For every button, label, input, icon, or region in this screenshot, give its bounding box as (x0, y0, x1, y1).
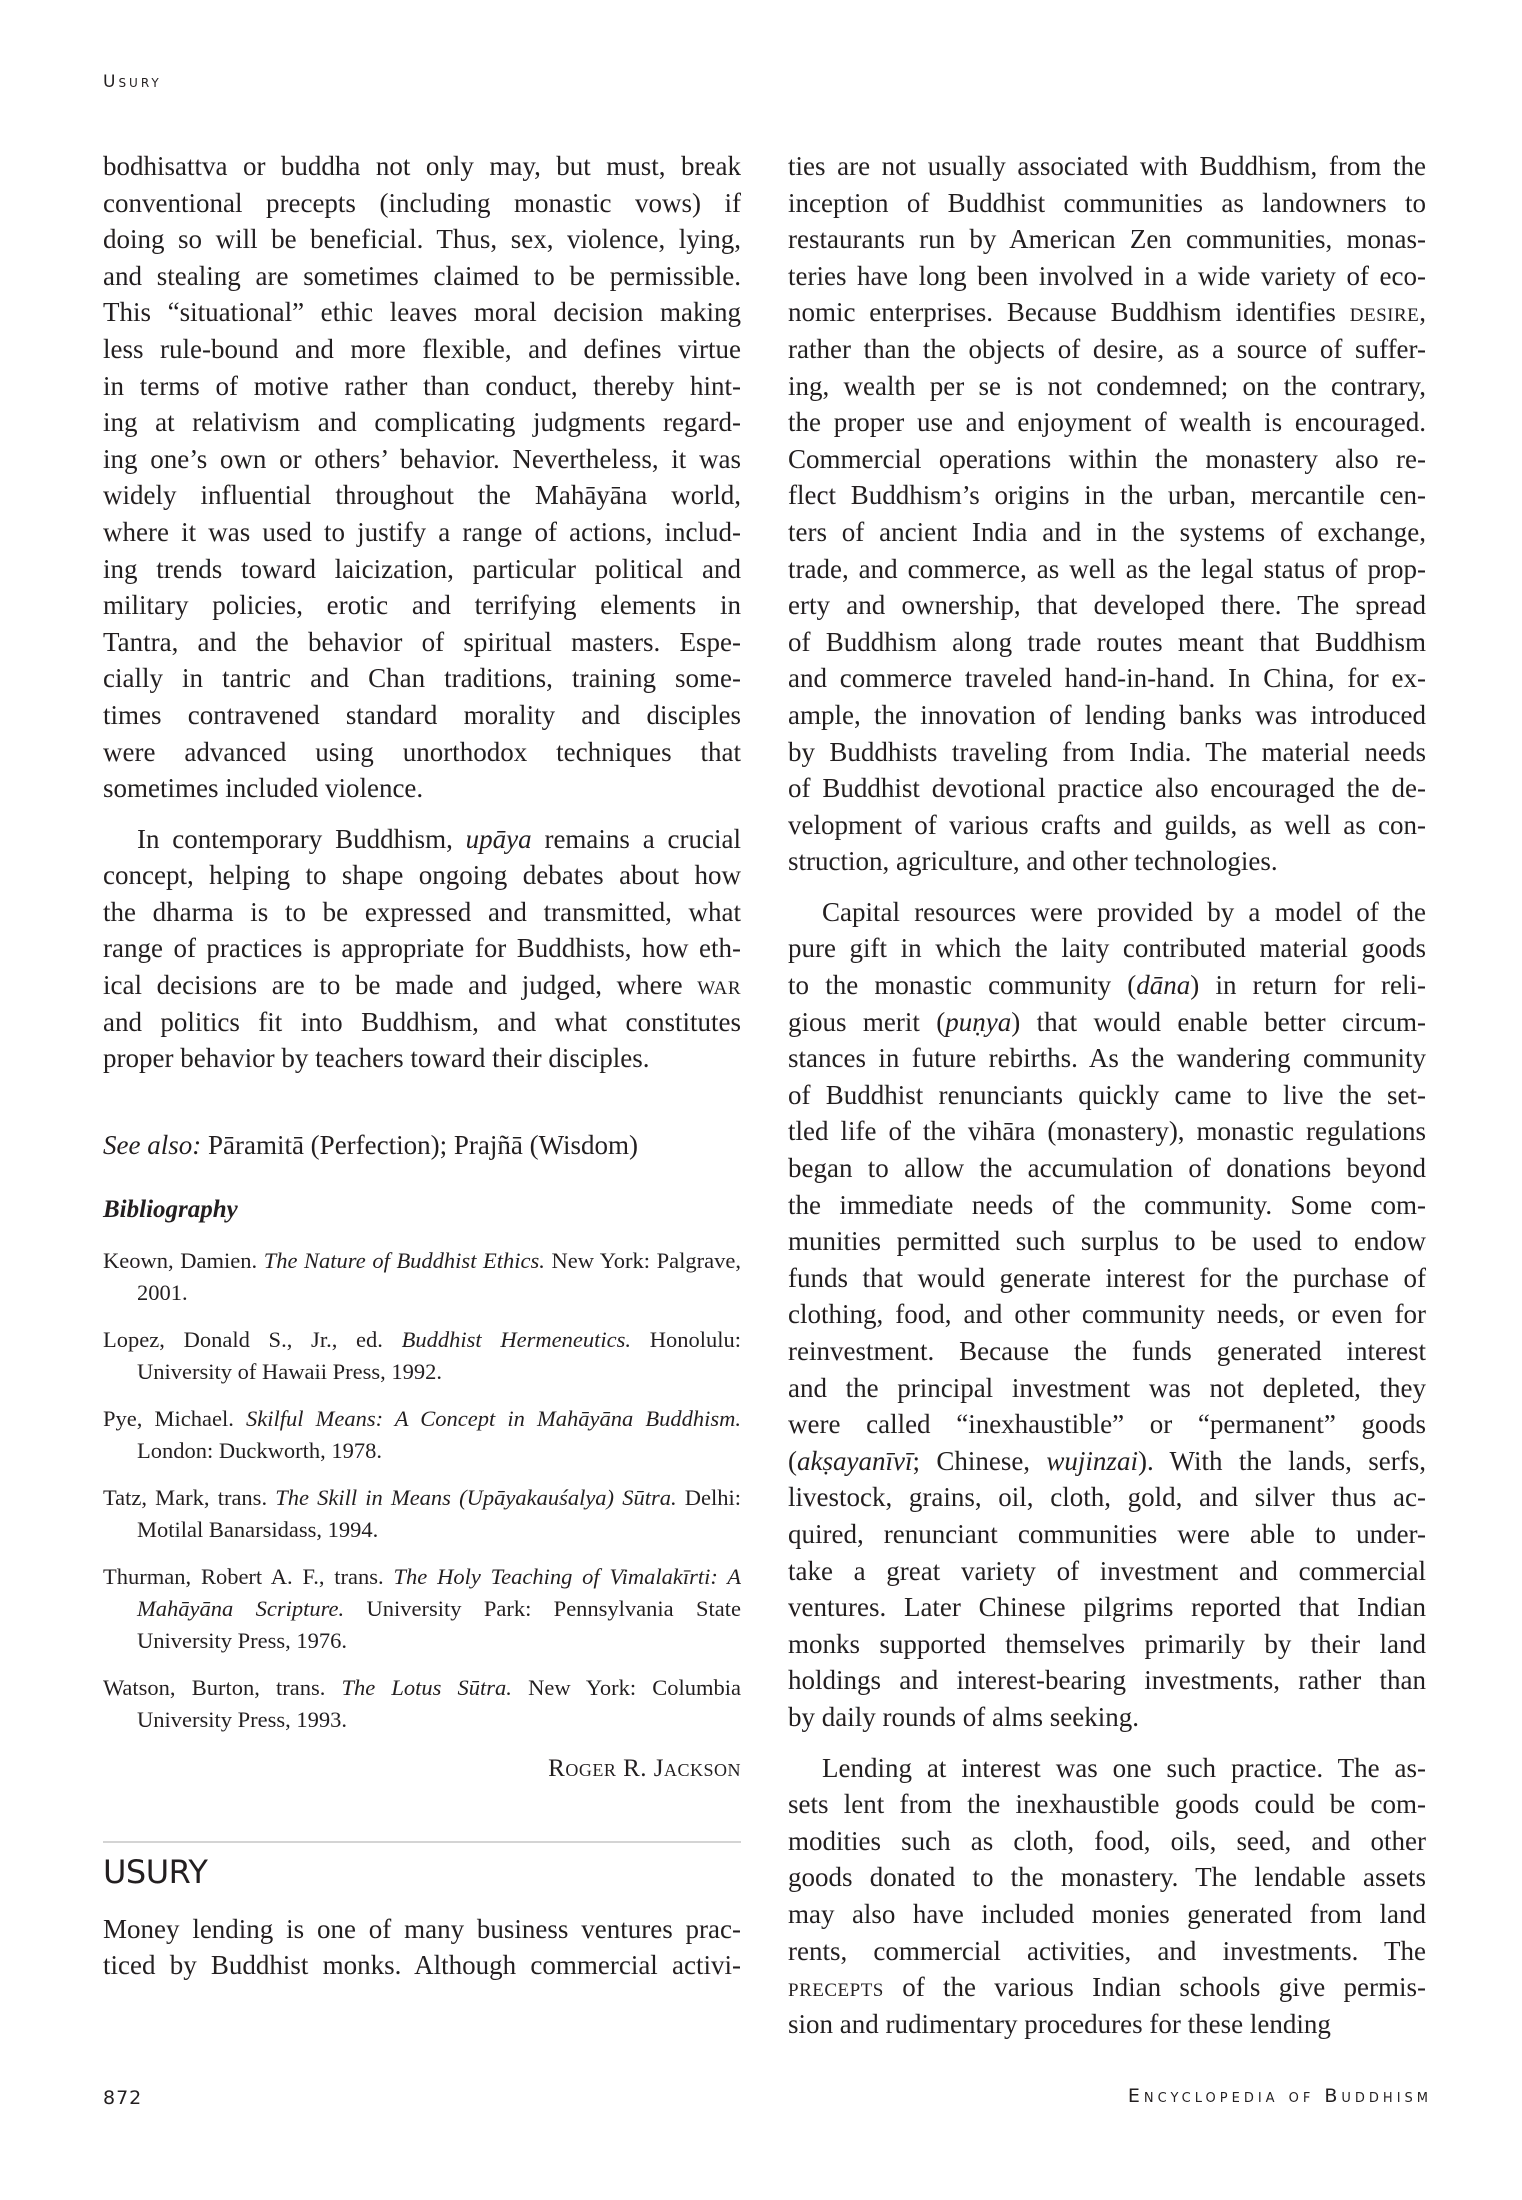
text-run: may also have included monies generated from land (788, 1898, 1426, 1929)
text-line (103, 148, 741, 185)
text-run: Money lending is one of many business ventures prac- (103, 1913, 741, 1944)
bib-title: Skilful Means: A Concept in Mahāyāna Buddhism. (245, 1405, 741, 1431)
cross-reference[interactable]: war (697, 970, 741, 1001)
text-line (788, 1370, 1426, 1407)
text-run: velopment of various crafts and guilds, as well as con- (788, 809, 1426, 840)
text-line (103, 1040, 741, 1077)
bibliography-entry (103, 1245, 741, 1309)
text-run: the proper use and enjoyment of wealth is encouraged. (788, 407, 1426, 438)
text-line (788, 1479, 1426, 1516)
text-line (788, 1113, 1426, 1150)
text-run: goods donated to the monastery. The lendable assets (788, 1862, 1426, 1893)
text-run: the immediate needs of the community. Some com- (788, 1189, 1426, 1220)
paragraph (103, 821, 741, 1077)
text-line (788, 1969, 1426, 2006)
bib-title: The Skill in Means (Upāyakauśalya) Sūtra. (275, 1484, 677, 1510)
text-line (788, 1040, 1426, 1077)
text-line (788, 1933, 1426, 1970)
text-run: , (1419, 297, 1426, 328)
bib-author: Tatz, Mark, trans. (103, 1484, 276, 1510)
text-line (103, 368, 741, 405)
text-line (103, 894, 741, 931)
text-line (103, 1004, 741, 1041)
text-run: and politics fit into Buddhism, and what constitutes (103, 1006, 741, 1037)
text-line (788, 587, 1426, 624)
text-run: sion and rudimentary procedures for these lending (788, 2008, 1331, 2039)
text-line (788, 1077, 1426, 1114)
bibliography-entry (103, 1672, 741, 1736)
text-run: where it was used to justify a range of actions, includ- (103, 516, 741, 547)
text-run: conventional precepts (including monastic vows) if (103, 187, 741, 218)
text-run: dāna (1136, 970, 1191, 1001)
publication-title: Encyclopedia of Buddhism (1127, 2085, 1432, 2107)
text-run: ample, the innovation of lending banks was introduced (788, 699, 1426, 730)
text-line (788, 894, 1426, 931)
text-line (788, 697, 1426, 734)
text-run: Lending at interest was one such practice. The as- (822, 1752, 1426, 1783)
bibliography-list (103, 1245, 741, 1736)
text-run: doing so will be beneficial. Thus, sex, violence, lying, (103, 224, 741, 255)
text-run: widely influential throughout the Mahāyāna world, (103, 480, 741, 511)
text-line (103, 514, 741, 551)
text-line (103, 734, 741, 771)
text-run: quired, renunciant communities were able to under- (788, 1518, 1426, 1549)
text-line (788, 1662, 1426, 1699)
text-line (103, 857, 741, 894)
paragraph (103, 1911, 741, 1984)
text-line (788, 1553, 1426, 1590)
author-signature: Roger R. Jackson (548, 1754, 741, 1782)
text-line (788, 1443, 1426, 1480)
text-run: inception of Buddhist communities as landowners to (788, 187, 1426, 218)
text-run: times contravened standard morality and disciples (103, 699, 741, 730)
text-line (788, 1589, 1426, 1626)
running-head: Usury (103, 72, 162, 92)
text-run: trade, and commerce, as well as the legal status of prop- (788, 553, 1426, 584)
text-run: struction, agriculture, and other technologies. (788, 846, 1278, 877)
bibliography-entry (103, 1561, 741, 1657)
text-run: proper behavior by teachers toward their disciples. (103, 1043, 650, 1074)
text-run: bodhisattva or buddha not only may, but must, break (103, 151, 741, 181)
text-run: by daily rounds of alms seeking. (788, 1701, 1139, 1732)
text-run: were advanced using unorthodox techniques that (103, 736, 741, 767)
text-line (103, 697, 741, 734)
paragraph (788, 894, 1426, 1736)
text-run: ing one’s own or others’ behavior. Nevertheless, it was (103, 443, 741, 474)
bib-title: The Nature of Buddhist Ethics. (263, 1247, 545, 1273)
text-run: holdings and interest-bearing investments, rather than (788, 1665, 1426, 1696)
text-line (788, 1223, 1426, 1260)
bib-author: Pye, Michael. (103, 1405, 246, 1431)
text-run: to the monastic community ( (788, 970, 1137, 1001)
text-line (103, 967, 741, 1004)
text-run: ing trends toward laicization, particular political and (103, 553, 741, 584)
page-number: 872 (103, 2087, 143, 2109)
see-also-label: See also: (103, 1129, 202, 1160)
bib-publisher: London: Duckworth, 1978. (137, 1437, 382, 1463)
text-line (788, 1004, 1426, 1041)
text-run: rather than the objects of desire, as a source of suffer- (788, 333, 1426, 364)
text-line (788, 624, 1426, 661)
text-run: ventures. Later Chinese pilgrims reported that Indian (788, 1592, 1426, 1623)
text-run: upāya (465, 823, 532, 854)
text-line (788, 1296, 1426, 1333)
text-line (788, 2006, 1426, 2043)
paragraph (103, 148, 741, 807)
text-run: livestock, grains, oil, cloth, gold, and silver thus ac- (788, 1482, 1426, 1513)
right-column (788, 148, 1426, 2042)
text-run: funds that would generate interest for the purchase of (788, 1262, 1426, 1293)
text-line (103, 477, 741, 514)
text-run: military policies, erotic and terrifying elements in (103, 590, 741, 621)
cross-reference[interactable]: precepts (788, 1972, 884, 2003)
text-line (103, 551, 741, 588)
text-run: in terms of motive rather than conduct, thereby hint- (103, 370, 741, 401)
text-line (103, 587, 741, 624)
text-run: ). With the lands, serfs, (1137, 1445, 1426, 1476)
text-run: less rule-bound and more flexible, and defines virtue (103, 333, 741, 364)
text-line (788, 967, 1426, 1004)
text-line (103, 660, 741, 697)
see-also-links[interactable]: Pāramitā (Perfection); Prajñā (Wisdom) (207, 1129, 638, 1160)
see-also (103, 1127, 741, 1163)
text-run: of Buddhist renunciants quickly came to live the set- (788, 1079, 1426, 1110)
text-line (788, 1896, 1426, 1933)
text-run: pure gift in which the laity contributed material goods (788, 933, 1426, 964)
text-line (788, 1626, 1426, 1663)
text-line (103, 404, 741, 441)
text-line (103, 294, 741, 331)
text-line (788, 551, 1426, 588)
text-run: range of practices is appropriate for Buddhists, how eth- (103, 933, 741, 964)
bib-author: Lopez, Donald S., Jr., ed. (103, 1326, 402, 1352)
text-run: the dharma is to be expressed and transmitted, what (103, 896, 741, 927)
text-line (788, 1406, 1426, 1443)
text-run: of the various Indian schools give permis- (883, 1972, 1426, 2003)
bibliography-heading: Bibliography (103, 1195, 238, 1223)
text-line (788, 1516, 1426, 1553)
text-line (788, 1786, 1426, 1823)
text-line (788, 148, 1426, 185)
text-line (103, 331, 741, 368)
text-run: were called “inexhaustible” or “permanent” goods (788, 1409, 1426, 1440)
text-line (103, 221, 741, 258)
text-line (788, 843, 1426, 880)
bib-publisher: Delhi: Motilal Banarsidass, 1994. (137, 1484, 741, 1542)
text-line (103, 441, 741, 478)
text-run: clothing, food, and other community needs, or even for (788, 1299, 1426, 1330)
text-line (788, 1260, 1426, 1297)
text-run: sets lent from the inexhaustible goods could be com- (788, 1789, 1426, 1820)
text-run: akṣayanīvī (797, 1445, 913, 1476)
text-line (788, 404, 1426, 441)
text-line (788, 1750, 1426, 1787)
text-run: ters of ancient India and in the systems of exchange, (788, 516, 1426, 547)
text-run: remains a crucial (531, 823, 741, 854)
text-run: and the principal investment was not depleted, they (788, 1372, 1426, 1403)
text-run: Commercial operations within the monastery also re- (788, 443, 1426, 474)
text-run: tled life of the vihāra (monastery), monastic regulations (788, 1116, 1426, 1147)
text-run: began to allow the accumulation of donations beyond (788, 1153, 1426, 1184)
text-run: stances in future rebirths. As the wandering community (788, 1043, 1426, 1074)
text-line (103, 1947, 741, 1984)
text-run: modities such as cloth, food, oils, seed, and other (788, 1825, 1426, 1856)
bib-author: Thurman, Robert A. F., trans. (103, 1563, 394, 1589)
text-run: sometimes included violence. (103, 773, 424, 804)
text-run: reinvestment. Because the funds generated interest (788, 1336, 1426, 1366)
text-line (788, 221, 1426, 258)
bib-title: Buddhist Hermeneutics. (401, 1326, 631, 1352)
text-line (788, 770, 1426, 807)
text-run: munities permitted such surplus to be used to endow (788, 1226, 1426, 1257)
text-line (788, 734, 1426, 771)
bib-author: Watson, Burton, trans. (103, 1674, 342, 1700)
text-line (788, 660, 1426, 697)
text-run: wujinzai (1046, 1445, 1138, 1476)
text-run: ties are not usually associated with Buddhism, from the (788, 151, 1426, 181)
text-run: Tantra, and the behavior of spiritual masters. Espe- (103, 626, 741, 657)
text-run: and stealing are sometimes claimed to be permissible. (103, 260, 741, 291)
bib-title: The Holy Teaching of Vimalakīrti: A Mahāyāna Scripture. (137, 1563, 742, 1621)
text-line (103, 770, 741, 807)
text-line (788, 294, 1426, 331)
text-run: gious merit ( (788, 1006, 946, 1037)
text-run: rents, commercial activities, and investments. The (788, 1935, 1426, 1966)
text-line (103, 185, 741, 222)
entry-title: USURY (103, 1852, 208, 1891)
text-line (788, 1823, 1426, 1860)
text-line (103, 821, 741, 858)
text-run: ) in return for reli- (1190, 970, 1426, 1001)
text-line (103, 624, 741, 661)
bib-author: Keown, Damien. (103, 1247, 264, 1273)
text-line (788, 1699, 1426, 1736)
text-run: erty and ownership, that developed there. The spread (788, 590, 1426, 621)
text-run: ticed by Buddhist monks. Although commercial activi- (103, 1950, 741, 1981)
bibliography-entry (103, 1324, 741, 1388)
text-line (788, 930, 1426, 967)
text-run: In contemporary Buddhism, (137, 823, 466, 854)
text-line (788, 807, 1426, 844)
bib-title: The Lotus Sūtra. (341, 1674, 512, 1700)
bibliography-entry (103, 1403, 741, 1467)
text-run: monks supported themselves primarily by their land (788, 1628, 1426, 1659)
text-line (788, 368, 1426, 405)
text-line (788, 1333, 1426, 1370)
text-run: flect Buddhism’s origins in the urban, mercantile cen- (788, 480, 1426, 511)
text-run: This “situational” ethic leaves moral decision making (103, 297, 741, 328)
text-line (788, 1187, 1426, 1224)
text-run: ical decisions are to be made and judged, where (103, 970, 698, 1001)
text-run: ) that would enable better circum- (1011, 1006, 1426, 1037)
text-run: take a great variety of investment and commercial (788, 1555, 1426, 1586)
bibliography-entry (103, 1482, 741, 1546)
text-line (788, 1150, 1426, 1187)
text-run: ( (788, 1445, 797, 1476)
text-line (788, 258, 1426, 295)
bib-publisher: New York: Palgrave, 2001. (137, 1247, 741, 1305)
text-run: restaurants run by American Zen communities, monas- (788, 224, 1426, 255)
text-line (788, 185, 1426, 222)
cross-reference[interactable]: desire (1349, 297, 1420, 328)
text-run: ; Chinese, (912, 1445, 1047, 1476)
left-column (103, 148, 741, 1984)
text-line (788, 477, 1426, 514)
bib-publisher: Honolulu: University of Hawaii Press, 1992. (137, 1326, 741, 1384)
paragraph (788, 1750, 1426, 2043)
text-line (788, 1859, 1426, 1896)
text-run: of Buddhist devotional practice also encouraged the de- (788, 773, 1426, 804)
text-run: concept, helping to shape ongoing debates about how (103, 860, 741, 891)
paragraph (788, 148, 1426, 880)
text-run: cially in tantric and Chan traditions, training some- (103, 663, 741, 694)
text-line (788, 441, 1426, 478)
text-line (103, 258, 741, 295)
text-run: teries have long been involved in a wide variety of eco- (788, 260, 1426, 291)
text-line (103, 930, 741, 967)
text-run: of Buddhism along trade routes meant that Buddhism (788, 626, 1426, 657)
text-run: ing at relativism and complicating judgments regard- (103, 407, 741, 438)
text-run: Capital resources were provided by a model of the (822, 896, 1426, 927)
text-line (103, 1911, 741, 1948)
bib-publisher: University Park: Pennsylvania State University Press, 1976. (137, 1595, 742, 1653)
text-run: nomic enterprises. Because Buddhism identifies (788, 297, 1350, 328)
text-run: by Buddhists traveling from India. The material needs (788, 736, 1426, 767)
text-run: ing, wealth per se is not condemned; on the contrary, (788, 370, 1426, 401)
text-line (788, 514, 1426, 551)
text-run: and commerce traveled hand-in-hand. In China, for ex- (788, 663, 1426, 694)
text-line (788, 331, 1426, 368)
bib-publisher: New York: Columbia University Press, 1993. (137, 1674, 742, 1732)
text-run: puṇya (945, 1006, 1012, 1037)
